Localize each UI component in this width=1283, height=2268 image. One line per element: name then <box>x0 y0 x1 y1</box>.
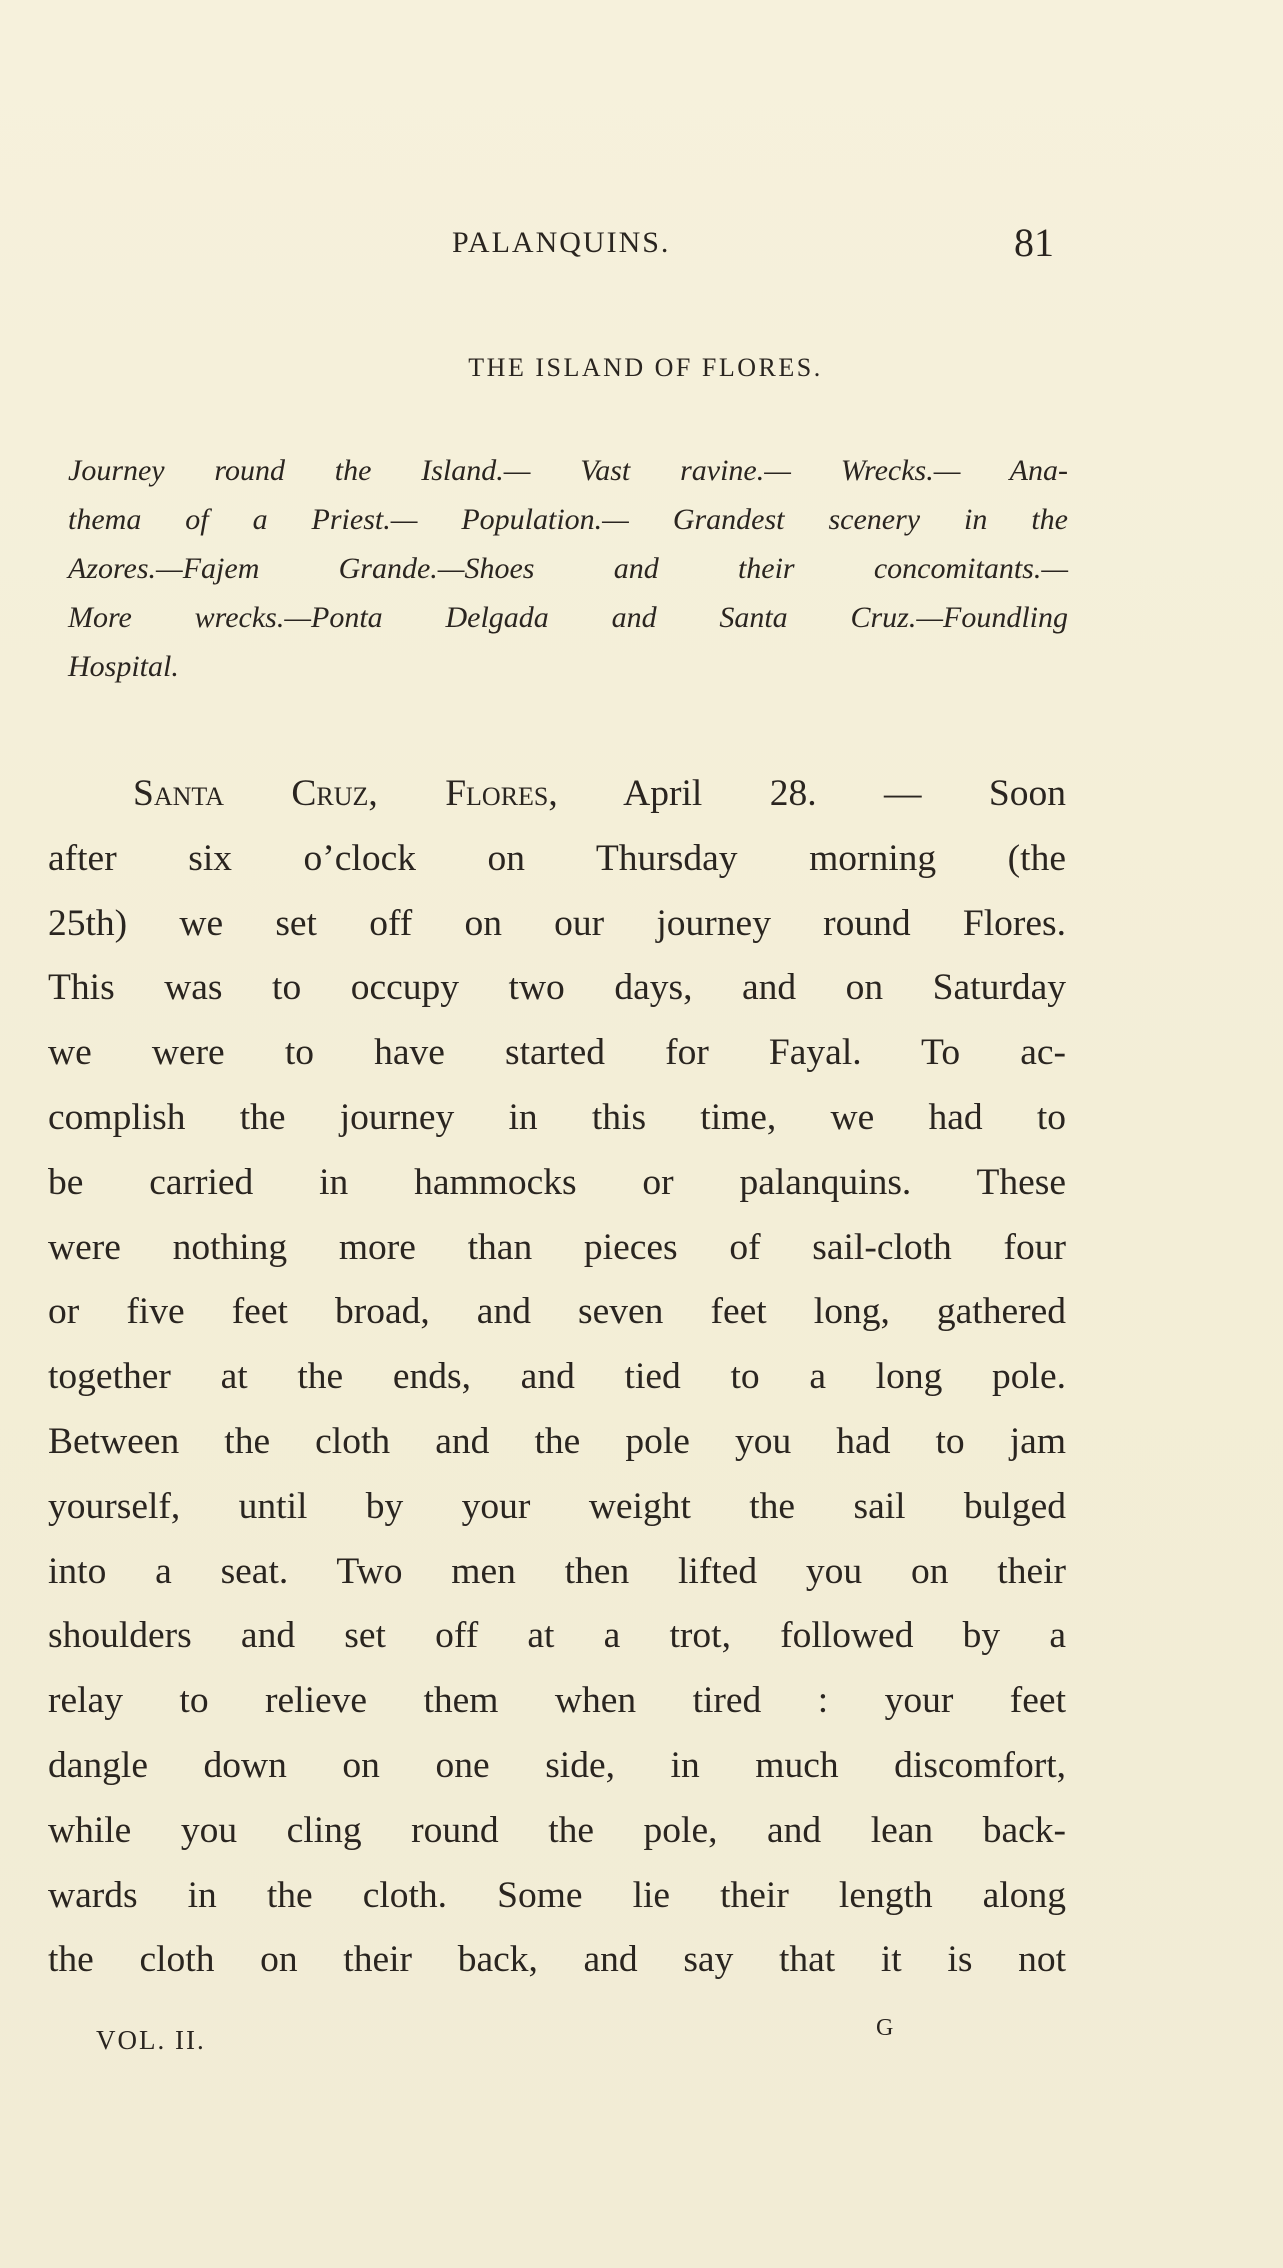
opening-line <box>48 762 1066 827</box>
body-line: complish the journey in this time, we had to <box>48 1096 1066 1138</box>
body-line: 25th) we set off on our journey round Flores. <box>48 902 1066 944</box>
body-line: be carried in hammocks or palanquins. These <box>48 1161 1066 1203</box>
body-line: shoulders and set off at a trot, followed by a <box>48 1615 1066 1657</box>
body-line: while you cling round the pole, and lean back- <box>48 1809 1066 1851</box>
running-title: PALANQUINS. <box>452 226 671 259</box>
body-line: wards in the cloth. Some lie their length along <box>48 1874 1066 1916</box>
body-line: or five feet broad, and seven feet long, gathered <box>48 1291 1066 1333</box>
dateline-rest: April 28. — Soon <box>623 773 1066 814</box>
body-text <box>48 762 1066 1993</box>
body-line: yourself, until by your weight the sail bulged <box>48 1485 1066 1527</box>
page-number: 81 <box>1014 220 1054 265</box>
running-head <box>0 218 1283 268</box>
body-line: This was to occupy two days, and on Saturday <box>48 967 1066 1009</box>
synopsis-line: Azores.—Fajem Grande.—Shoes and their concomitants.— <box>68 552 1068 585</box>
volume-mark: VOL. II. <box>96 2025 206 2055</box>
body-line: relay to relieve them when tired : your feet <box>48 1680 1066 1722</box>
body-line: together at the ends, and tied to a long pole. <box>48 1356 1066 1398</box>
chapter-synopsis <box>68 446 1068 691</box>
body-line: we were to have started for Fayal. To ac- <box>48 1032 1066 1074</box>
synopsis-line: thema of a Priest.— Population.— Grandest scenery in the <box>68 503 1068 536</box>
chapter-title: THE ISLAND OF FLORES. <box>468 353 823 382</box>
synopsis-line: More wrecks.—Ponta Delgada and Santa Cruz.—Foundling <box>68 601 1068 634</box>
body-line: after six o’clock on Thursday morning (the <box>48 837 1066 879</box>
signature-mark: G <box>876 2015 894 2041</box>
synopsis-line: Hospital. <box>68 650 179 683</box>
body-line: dangle down on one side, in much discomfort, <box>48 1744 1066 1786</box>
body-line: the cloth on their back, and say that it is not <box>48 1939 1066 1981</box>
body-line: Between the cloth and the pole you had to jam <box>48 1420 1066 1462</box>
dateline-place: Santa Cruz, Flores, <box>133 773 558 814</box>
body-line: were nothing more than pieces of sail-cloth four <box>48 1226 1066 1268</box>
synopsis-line: Journey round the Island.— Vast ravine.— Wrecks.— Ana- <box>68 454 1068 487</box>
body-line: into a seat. Two men then lifted you on their <box>48 1550 1066 1592</box>
